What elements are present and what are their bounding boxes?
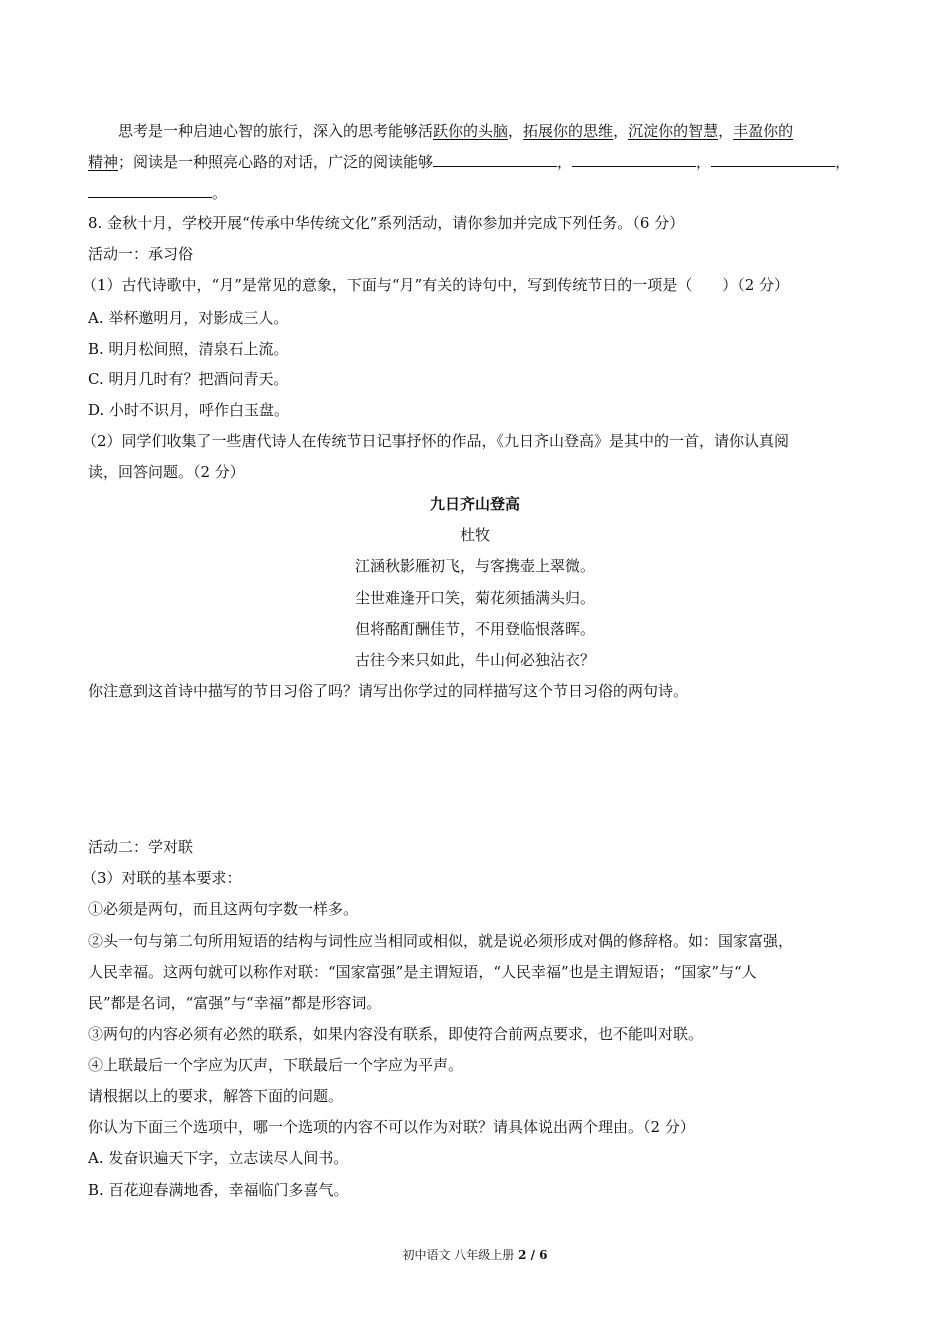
answer-blank-1[interactable]	[433, 152, 557, 167]
intro-line-2	[88, 152, 850, 172]
option-c[interactable]: C. 明月几时有？把酒问青天。	[88, 370, 289, 388]
option-b[interactable]: B. 明月松间照，清泉石上流。	[88, 340, 289, 358]
couplet-option-a[interactable]: A. 发奋识遍天下字，立志读尽人间书。	[88, 1149, 349, 1167]
page-footer	[0, 1247, 950, 1263]
sub-question-2-prompt: 你注意到这首诗中描写的节日习俗了吗？请写出你学过的同样描写这个节日习俗的两句诗。	[88, 682, 689, 700]
option-a[interactable]: A. 举杯邀明月，对影成三人。	[88, 309, 289, 327]
sub-question-3-prompt: 你认为下面三个选项中，哪一个选项的内容不可以作为对联？请具体说出两个理由。（2 分）	[88, 1118, 695, 1136]
intro-text: 思考是一种启迪心智的旅行，深入的思考能够活	[118, 122, 434, 140]
underlined-phrase: 精神	[88, 153, 119, 171]
poem-line: 但将酩酊酬佳节，不用登临恨落晖。	[354, 620, 595, 638]
underlined-phrase: 丰盈你的	[733, 122, 794, 140]
rule-4: ④上联最后一个字应为仄声，下联最后一个字应为平声。	[88, 1056, 464, 1074]
option-d[interactable]: D. 小时不识月，呼作白玉盘。	[88, 401, 290, 419]
rule-2-line-1: ②头一句与第二句所用短语的结构与词性应当相同或相似，就是说必须形成对偶的修辞格。如：国家富强，	[88, 932, 794, 950]
punctuation: 。	[212, 184, 228, 202]
punctuation: ，	[557, 153, 573, 171]
underlined-phrase: 跃你的头脑	[433, 122, 509, 140]
poem-title: 九日齐山登高	[429, 495, 520, 513]
activity-1-heading: 活动一：承习俗	[88, 245, 194, 263]
poem-line: 古往今来只如此，牛山何必独沾衣？	[354, 651, 595, 669]
answer-blank-3[interactable]	[711, 152, 835, 167]
underlined-phrase: 沉淀你的智慧	[628, 122, 719, 140]
punctuation: ，	[613, 122, 629, 140]
page-number: 2 / 6	[518, 1248, 548, 1262]
punctuation: ，	[696, 153, 712, 171]
poem-line: 江涵秋影雁初飞，与客携壶上翠微。	[354, 557, 595, 575]
answer-blank-4[interactable]	[88, 183, 212, 198]
rule-3: ③两句的内容必须有必然的联系，如果内容没有联系，即使符合前两点要求，也不能叫对联。	[88, 1025, 704, 1043]
sub-question-2-line-1: （2）同学们收集了一些唐代诗人在传统节日记事抒怀的作品，《九日齐山登高》是其中的一首，请你认真阅	[82, 432, 790, 450]
answer-blank-2[interactable]	[572, 152, 696, 167]
activity-2-heading: 活动二：学对联	[88, 838, 194, 856]
answer-area[interactable]	[88, 712, 862, 832]
question-8-stem: 8. 金秋十月，学校开展“传承中华传统文化”系列活动，请你参加并完成下列任务。（6 分）	[88, 214, 685, 232]
couplet-option-b[interactable]: B. 百花迎春满地香，幸福临门多喜气。	[88, 1181, 349, 1199]
poem-author: 杜牧	[459, 526, 490, 544]
instruction: 请根据以上的要求，解答下面的问题。	[88, 1087, 344, 1105]
sub-question-3: （3）对联的基本要求：	[82, 869, 242, 887]
footer-subject: 初中语文 八年级上册	[402, 1248, 519, 1262]
rule-2-line-2: 人民幸福。这两句就可以称作对联：“国家富强”是主谓短语，“人民幸福”也是主谓短语；“国家”与“人	[88, 963, 757, 981]
intro-line-1	[118, 121, 793, 141]
intro-text: ；阅读是一种照亮心路的对话，广泛的阅读能够	[118, 153, 434, 171]
poem-line: 尘世难逢开口笑，菊花须插满头归。	[354, 589, 595, 607]
underlined-phrase: 拓展你的思维	[523, 122, 614, 140]
intro-line-3	[88, 183, 227, 203]
rule-2-line-3: 民”都是名词，“富强”与“幸福”都是形容词。	[88, 994, 382, 1012]
sub-question-1: （1）古代诗歌中，“月”是常见的意象，下面与“月”有关的诗句中，写到传统节日的一项是（ ）（2 分）	[82, 276, 790, 294]
sub-question-2-line-2: 读，回答问题。（2 分）	[88, 463, 245, 481]
punctuation: ，	[835, 153, 851, 171]
punctuation: ，	[718, 122, 734, 140]
punctuation: ，	[508, 122, 524, 140]
rule-1: ①必须是两句，而且这两句字数一样多。	[88, 900, 359, 918]
